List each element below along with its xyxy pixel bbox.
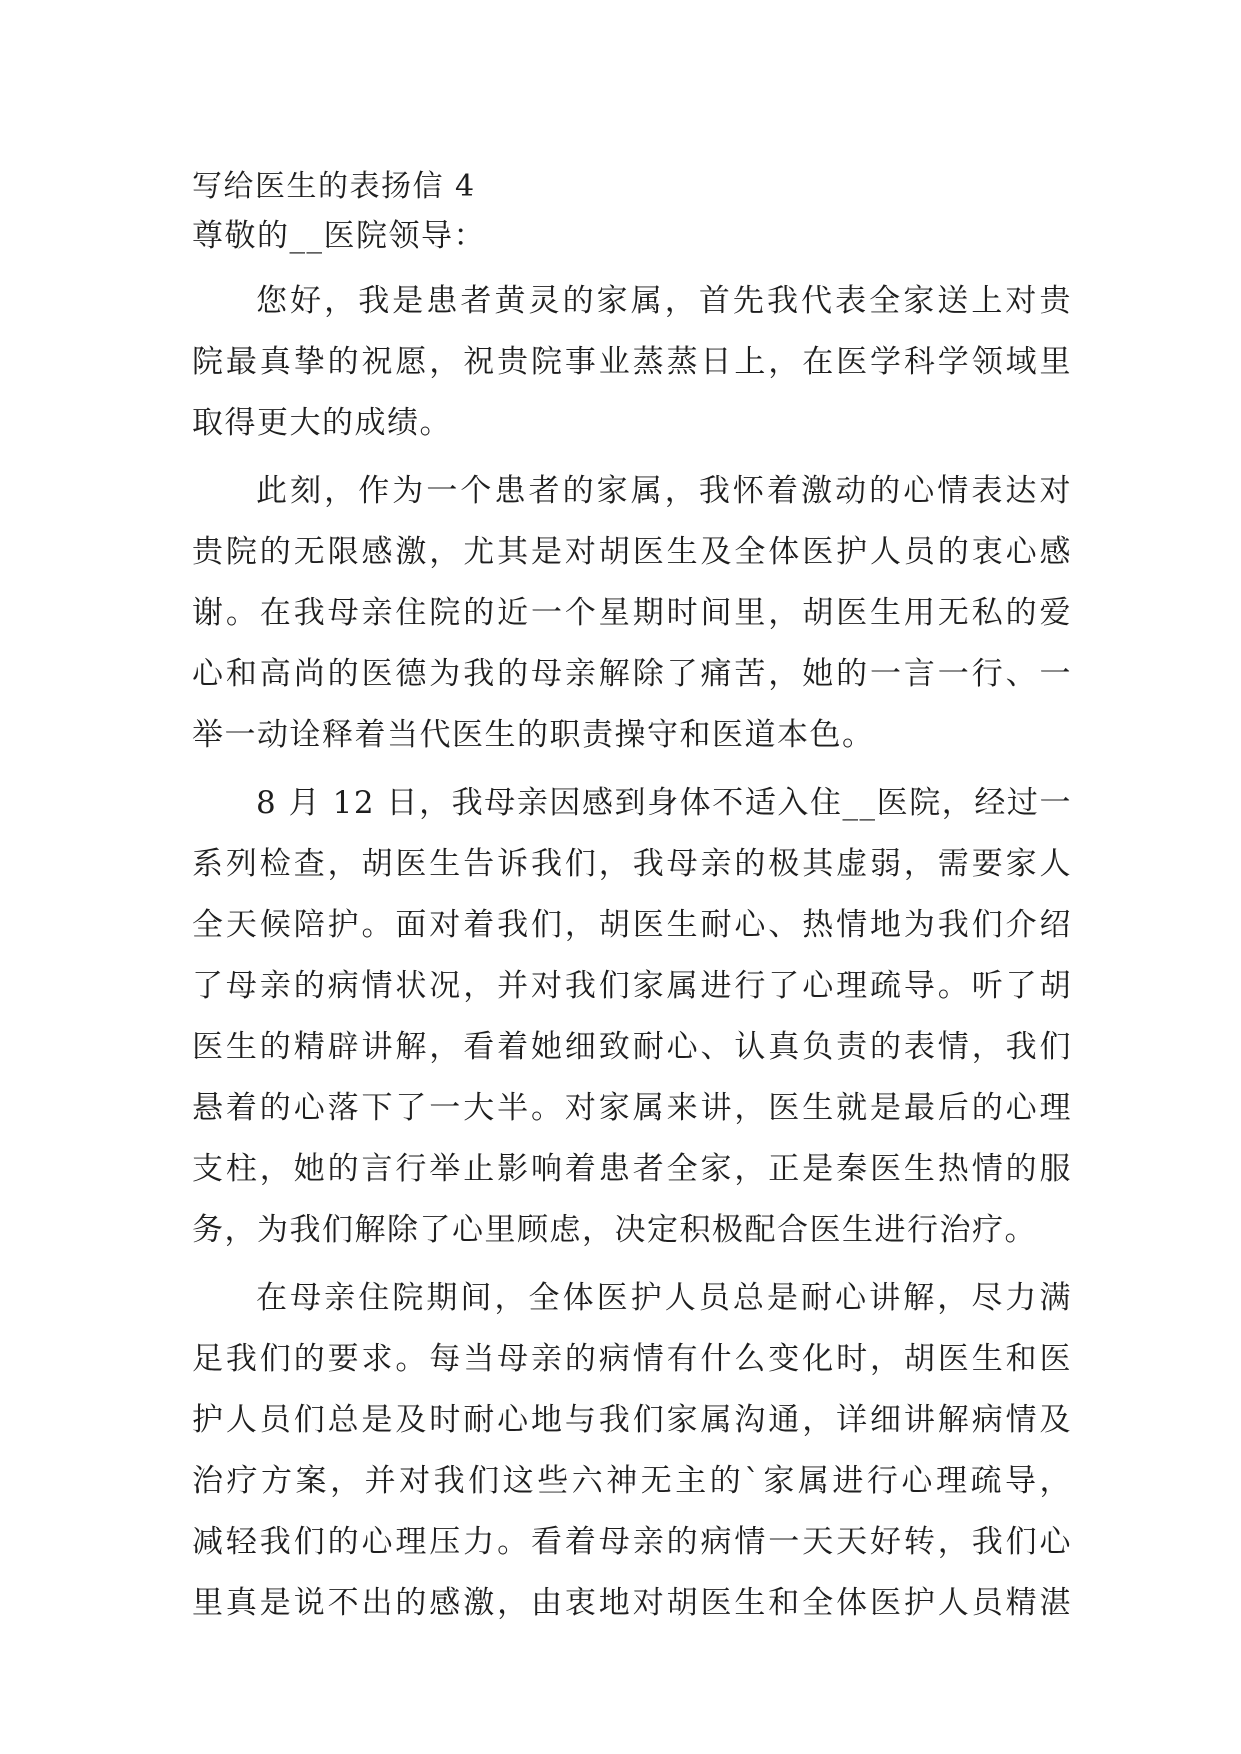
text-line: 心和高尚的医德为我的母亲解除了痛苦，她的一言一行、一 [192, 656, 1072, 692]
text-line: 全天候陪护。面对着我们，胡医生耐心、热情地为我们介绍 [192, 907, 1072, 943]
text-line: 治疗方案，并对我们这些六神无主的`家属进行心理疏导， [192, 1463, 1072, 1499]
paragraph-greeting [192, 271, 1072, 454]
text-line: 务，为我们解除了心里顾虑，决定积极配合医生进行治疗。 [192, 1212, 1037, 1248]
text-line: 谢。在我母亲住院的近一个星期时间里，胡医生用无私的爱 [192, 595, 1072, 631]
paragraph-hospital-stay [192, 1268, 1072, 1634]
text-line: 支柱，她的言行举止影响着患者全家，正是秦医生热情的服 [192, 1151, 1072, 1187]
text-line: 8 月 12 日，我母亲因感到身体不适入住__医院，经过一 [256, 785, 1072, 821]
text-line: 取得更大的成绩。 [192, 405, 452, 441]
text-line: 减轻我们的心理压力。看着母亲的病情一天天好转，我们心 [192, 1524, 1072, 1560]
text-line: 此刻，作为一个患者的家属，我怀着激动的心情表达对 [256, 473, 1072, 509]
text-line: 里真是说不出的感激，由衷地对胡医生和全体医护人员精湛 [192, 1585, 1072, 1621]
text-line: 贵院的无限感激，尤其是对胡医生及全体医护人员的衷心感 [192, 534, 1072, 570]
text-line: 系列检查，胡医生告诉我们，我母亲的极其虚弱，需要家人 [192, 846, 1072, 882]
text-line: 了母亲的病情状况，并对我们家属进行了心理疏导。听了胡 [192, 968, 1072, 1004]
text-line: 院最真挚的祝愿，祝贵院事业蒸蒸日上，在医学科学领域里 [192, 344, 1072, 380]
text-line: 悬着的心落下了一大半。对家属来讲，医生就是最后的心理 [192, 1090, 1072, 1126]
letter-body [192, 163, 1072, 1641]
text-line: 举一动诠释着当代医生的职责操守和医道本色。 [192, 717, 875, 753]
text-line: 足我们的要求。每当母亲的病情有什么变化时，胡医生和医 [192, 1341, 1072, 1377]
text-line: 您好，我是患者黄灵的家属，首先我代表全家送上对贵 [256, 283, 1072, 319]
paragraph-gratitude [192, 461, 1072, 766]
document-title: 写给医生的表扬信 4 [192, 169, 476, 204]
paragraph-admission [192, 773, 1072, 1261]
text-line: 在母亲住院期间，全体医护人员总是耐心讲解，尽力满 [256, 1280, 1072, 1316]
text-line: 护人员们总是及时耐心地与我们家属沟通，详细讲解病情及 [192, 1402, 1072, 1438]
salutation: 尊敬的__医院领导： [192, 218, 486, 254]
text-line: 医生的精辟讲解，看着她细致耐心、认真负责的表情，我们 [192, 1029, 1072, 1065]
